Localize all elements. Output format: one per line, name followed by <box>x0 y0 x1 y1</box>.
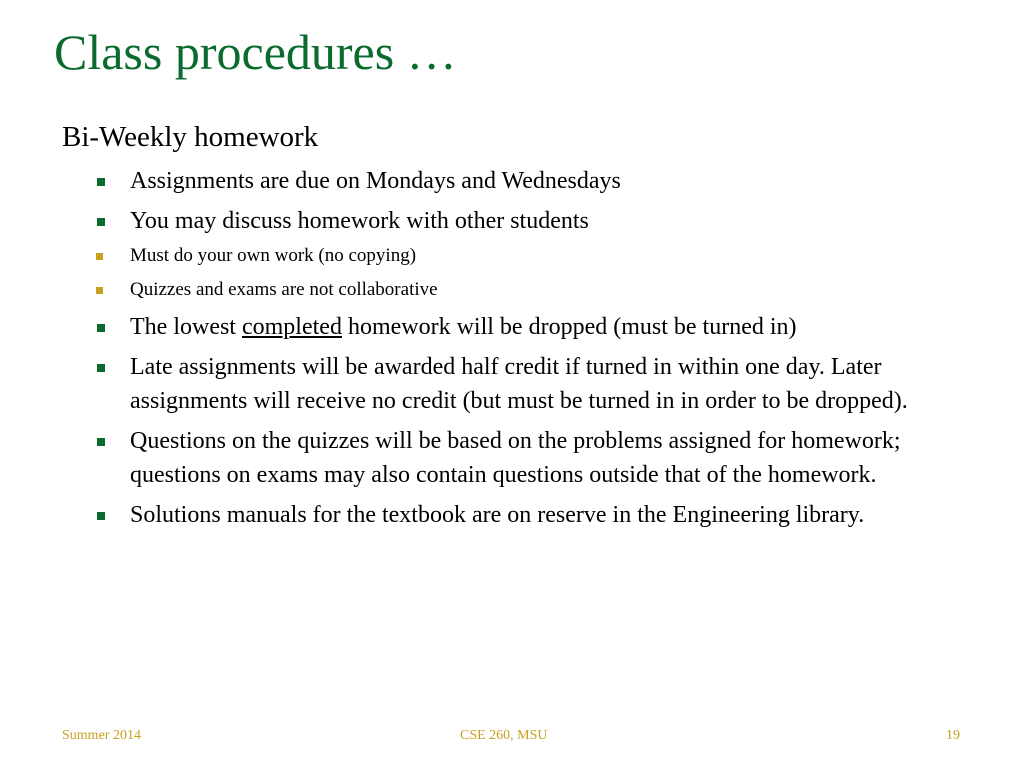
sub-bullet-item-own-work <box>96 242 962 270</box>
bullet-item-quiz-questions <box>62 424 962 492</box>
bullet-item-solutions-manuals <box>62 498 962 532</box>
section-heading: Bi-Weekly homework <box>62 121 319 153</box>
footer-date: Summer 2014 <box>62 728 141 743</box>
bullet-text: Solutions manuals for the textbook are on reserve in the Engineering library. <box>130 502 865 528</box>
bullet-item-due-dates <box>62 164 962 198</box>
square-bullet-icon <box>97 324 105 332</box>
footer-page-number: 19 <box>946 728 960 743</box>
bullet-list <box>62 164 962 532</box>
bullet-text: Late assignments will be awarded half credit if turned in within one day. Later assignments will receive no credit (but must be turned in in order to be dropped). <box>130 354 908 414</box>
bullet-item-lowest-dropped <box>62 310 962 344</box>
sub-bullet-text: Must do your own work (no copying) <box>130 245 417 266</box>
square-bullet-icon <box>97 512 105 520</box>
sub-bullet-list <box>96 242 962 304</box>
square-bullet-icon <box>97 178 105 186</box>
square-bullet-icon <box>97 438 105 446</box>
bullet-item-discussion <box>62 204 962 304</box>
bullet-text: You may discuss homework with other students <box>130 208 589 234</box>
slide-body <box>62 118 962 538</box>
bullet-text-post: homework will be dropped (must be turned in) <box>341 314 797 340</box>
footer-course: CSE 260, MSU <box>460 728 548 743</box>
square-bullet-icon <box>96 253 103 260</box>
bullet-text: Assignments are due on Mondays and Wednesdays <box>130 168 621 194</box>
bullet-text-pre: The lowest <box>130 314 242 340</box>
bullet-item-late-assignments <box>62 350 962 418</box>
slide-title: Class procedures … <box>54 24 457 80</box>
sub-bullet-item-not-collaborative <box>96 276 962 304</box>
sub-bullet-text: Quizzes and exams are not collaborative <box>130 279 438 300</box>
square-bullet-icon <box>96 287 103 294</box>
square-bullet-icon <box>97 364 105 372</box>
bullet-text-underlined: completed <box>241 314 342 340</box>
square-bullet-icon <box>97 218 105 226</box>
bullet-text: Questions on the quizzes will be based on the problems assigned for homework; questions on exams may also contain questions outside that of the homework. <box>130 428 901 488</box>
